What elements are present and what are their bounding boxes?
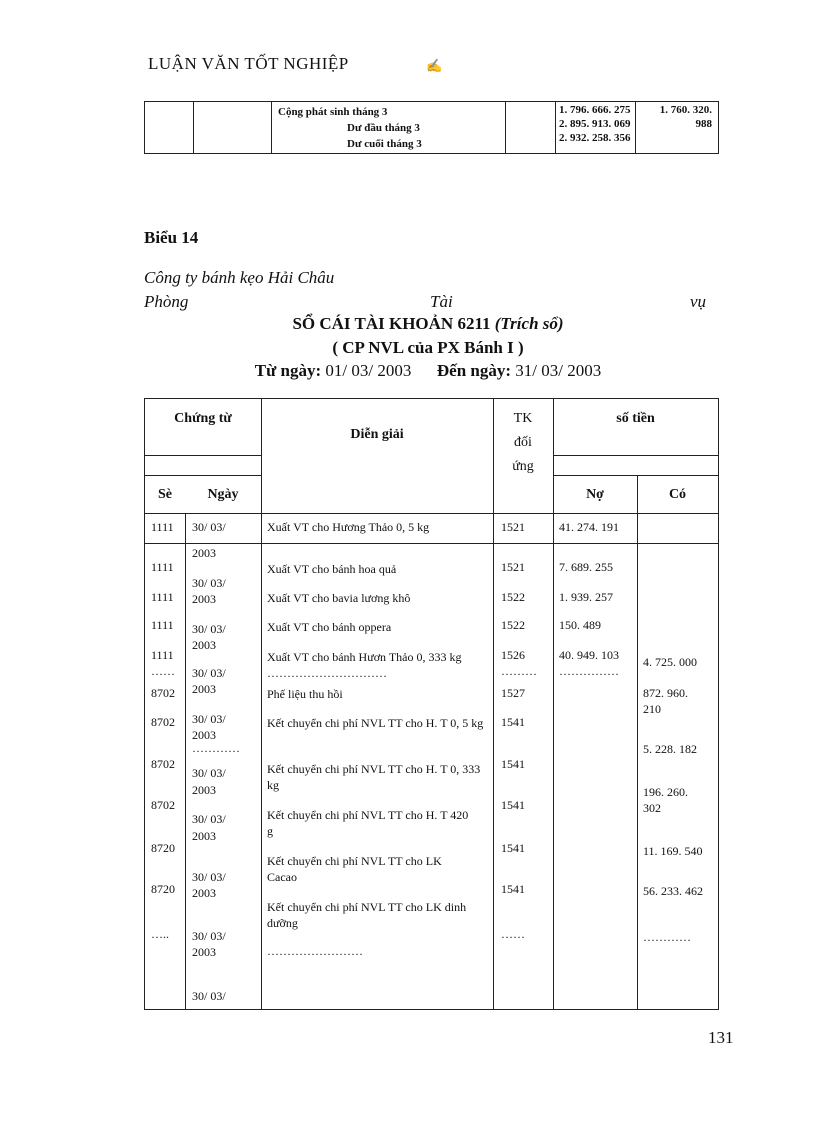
counter-account: 1541 (501, 798, 525, 812)
department-word-3: vụ (690, 292, 707, 311)
credit-amount: 196. 260. (643, 785, 688, 799)
voucher-date: 2003 (192, 783, 216, 797)
entry-description: Kết chuyển chi phí NVL TT cho H. T 0, 333 kg (267, 762, 481, 792)
ledger-table (144, 398, 719, 1010)
entry-description: ………………………… (267, 666, 387, 680)
summary-debit-opening: 2. 895. 913. 069 (559, 118, 631, 130)
voucher-date: 2003 (192, 886, 216, 900)
to-date-value: 31/ 03/ 2003 (515, 361, 602, 380)
voucher-date: 2003 (192, 592, 216, 606)
from-date-value: 01/ 03/ 2003 (325, 361, 412, 380)
voucher-date: 30/ 03/ (192, 576, 226, 590)
entry-description: Kết chuyển chi phí NVL TT cho H. T 420 g (267, 808, 469, 838)
header-description: Diễn giải (350, 427, 404, 442)
first-row-debit: 41. 274. 191 (559, 520, 619, 534)
voucher-date: 30/ 03/ (192, 712, 226, 726)
voucher-number: 8702 (151, 798, 175, 812)
voucher-date: 30/ 03/ (192, 929, 226, 943)
header-date: Ngày (207, 487, 239, 502)
counter-account: 1526 (501, 648, 525, 662)
counter-account: 1521 (501, 560, 525, 574)
voucher-date: ………… (192, 741, 240, 755)
voucher-date: 30/ 03/ (192, 622, 226, 636)
counter-account: 1522 (501, 618, 525, 632)
voucher-date: 30/ 03/ (192, 870, 226, 884)
header-account-2: đối (514, 435, 532, 450)
first-row-date: 30/ 03/ (192, 520, 226, 534)
voucher-date: 30/ 03/ (192, 812, 226, 826)
voucher-date: 30/ 03/ (192, 989, 226, 1003)
debit-amount: …………… (559, 664, 619, 678)
document-header-title: LUẬN VĂN TỐT NGHIỆP (148, 54, 349, 73)
debit-amount: 150. 489 (559, 618, 601, 632)
voucher-date: 2003 (192, 728, 216, 742)
header-account-1: TK (513, 411, 533, 426)
summary-credit-total: 1. 760. 320. (659, 104, 712, 116)
voucher-date: 2003 (192, 638, 216, 652)
credit-amount: 210 (643, 702, 661, 716)
credit-amount: 872. 960. (643, 686, 688, 700)
header-account-3: ứng (512, 459, 534, 474)
summary-credit-total-cont: 988 (695, 118, 712, 130)
header-number: Sè (158, 487, 172, 502)
ledger-title-text: SỔ CÁI TÀI KHOẢN 6211 (292, 314, 491, 333)
header-voucher: Chứng từ (174, 411, 232, 426)
summary-debit-total: 1. 796. 666. 275 (559, 104, 631, 116)
entry-description: Kết chuyển chi phí NVL TT cho H. T 0, 5 kg (267, 716, 484, 730)
voucher-number: ….. (151, 927, 169, 941)
voucher-date: 2003 (192, 546, 216, 560)
first-row-account: 1521 (501, 520, 525, 534)
counter-account: 1541 (501, 715, 525, 729)
summary-line-total: Cộng phát sinh tháng 3 (278, 106, 388, 118)
entry-description: …………………… (267, 944, 363, 958)
credit-amount: 4. 725. 000 (643, 655, 697, 669)
voucher-number: 8702 (151, 715, 175, 729)
entry-description: Kết chuyển chi phí NVL TT cho LK dinh dưỡng (267, 900, 467, 930)
voucher-number: 1111 (151, 618, 174, 632)
summary-table (144, 101, 719, 154)
credit-amount: 56. 233. 462 (643, 884, 703, 898)
voucher-number: 1111 (151, 648, 174, 662)
ledger-title (0, 314, 816, 334)
debit-amount: 40. 949. 103 (559, 648, 619, 662)
page-number: 131 (708, 1028, 734, 1047)
entry-description: Kết chuyển chi phí NVL TT cho LK Cacao (267, 854, 442, 884)
counter-account: 1541 (501, 882, 525, 896)
pen-icon: ✍ (426, 58, 443, 73)
voucher-date: 2003 (192, 829, 216, 843)
header-credit: Có (668, 487, 687, 502)
summary-debit-closing: 2. 932. 258. 356 (559, 132, 631, 144)
date-range (0, 361, 816, 381)
ledger-title-note: (Trích sổ) (494, 314, 564, 333)
voucher-number: …… (151, 664, 175, 678)
first-row-number: 1111 (151, 520, 174, 534)
counter-account: 1541 (501, 841, 525, 855)
voucher-number: 1111 (151, 560, 174, 574)
from-date-label: Từ ngày: (254, 361, 322, 380)
credit-amount: 302 (643, 801, 661, 815)
voucher-number: 8720 (151, 882, 175, 896)
first-row-description: Xuất VT cho Hương Thảo 0, 5 kg (267, 520, 430, 534)
summary-line-closing: Dư cuối tháng 3 (347, 138, 422, 150)
voucher-number: 8702 (151, 757, 175, 771)
debit-amount: 7. 689. 255 (559, 560, 613, 574)
company-name: Công ty bánh kẹo Hải Châu (144, 268, 335, 287)
voucher-number: 8702 (151, 686, 175, 700)
voucher-number: 8720 (151, 841, 175, 855)
header-amount: số tiền (616, 411, 655, 426)
ledger-subtitle: ( CP NVL của PX Bánh I ) (332, 338, 524, 357)
entry-description: Xuất VT cho bánh oppera (267, 620, 392, 634)
section-label: Biểu 14 (144, 228, 199, 247)
voucher-date: 2003 (192, 682, 216, 696)
voucher-number: 1111 (151, 590, 174, 604)
department-word-2: Tài (430, 292, 453, 311)
voucher-date: 30/ 03/ (192, 666, 226, 680)
header-debit: Nợ (586, 487, 604, 502)
to-date-label: Đến ngày: (436, 361, 512, 380)
credit-amount: ………… (643, 930, 691, 944)
entry-description: Xuất VT cho bánh Hươn Thảo 0, 333 kg (267, 650, 462, 664)
counter-account: 1522 (501, 590, 525, 604)
debit-amount: 1. 939. 257 (559, 590, 613, 604)
voucher-date: 2003 (192, 945, 216, 959)
credit-amount: 5. 228. 182 (643, 742, 697, 756)
counter-account: 1541 (501, 757, 525, 771)
entry-description: Xuất VT cho bavia lương khô (267, 591, 411, 605)
department-word-1: Phòng (144, 292, 189, 311)
entry-description: Phế liệu thu hồi (267, 687, 343, 701)
voucher-date: 30/ 03/ (192, 766, 226, 780)
counter-account: …… (501, 927, 525, 941)
entry-description: Xuất VT cho bánh hoa quả (267, 562, 397, 576)
counter-account: ……… (501, 664, 537, 678)
credit-amount: 11. 169. 540 (643, 844, 703, 858)
summary-line-opening: Dư đầu tháng 3 (347, 122, 420, 134)
counter-account: 1527 (501, 686, 525, 700)
